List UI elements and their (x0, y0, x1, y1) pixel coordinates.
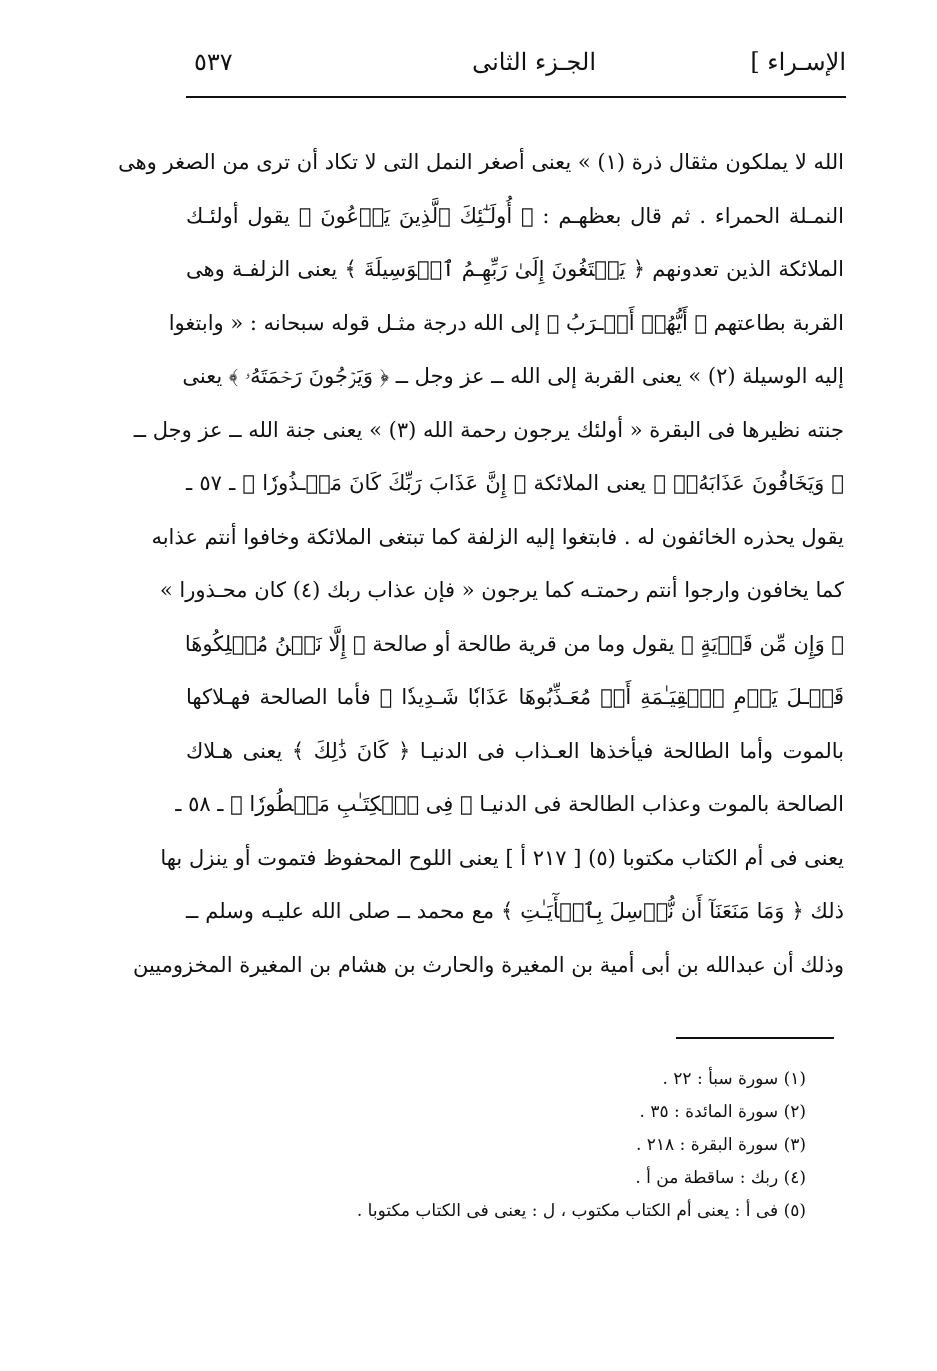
text-line: القربة بطاعتهم ﴿ أَيُّهُمۡ أَقۡـرَبُ ﴾ إلى الله درجة مثـل قوله سبحانه : « وابتغوا (168, 310, 844, 335)
text-line: ذلك ﴿ وَمَا مَنَعَنَآ أَن نُّرۡسِلَ بِٱلۡأٓيَـٰتِ ﴾ مع محمد ــ صلى الله عليـه وسلم ــ (186, 899, 844, 923)
text-line: كما يخافون وارجوا أنتم رحمتـه كما يرجون « فإن عذاب ربك (٤) كان محـذورا » (159, 578, 844, 602)
part-title: الجـزء الثانى (472, 48, 596, 76)
text-line: وذلك أن عبدالله بن أبى أمية بن المغيرة والحارث بن هشام بن المغيرة المخزوميين (132, 952, 844, 977)
footnote: (١) سورة سبأ : ٢٢ . (662, 1069, 806, 1089)
text-line: يعنى فى أم الكتاب مكتوبا (٥) [ ٢١٧ أ ] يعنى اللوح المحفوظ فتموت أو ينزل بها (160, 845, 844, 870)
text-line: الصالحة بالموت وعذاب الطالحة فى الدنيـا ﴿ فِى ٱلۡكِتَـٰبِ مَسۡطُورٗا ﴾ ـ ٥٨ ـ (175, 792, 844, 816)
text-line: النمـلة الحمراء . ثم قال بعظهـم : ﴿ أُولَـٰٓئِكَ ٱلَّذِينَ يَدۡعُونَ ﴾ يقول أولئـك (186, 203, 844, 228)
text-line: ﴿ وَإِن مِّن قَرۡيَةٍ ﴾ يقول وما من قرية طالحة أو صالحة ﴿ إِلَّا نَحۡنُ مُهۡلِكُوهَا (184, 631, 844, 656)
surah-title: الإسـراء ] (750, 48, 846, 76)
header-rule (186, 96, 846, 98)
page-number: ٥٣٧ (194, 48, 233, 76)
footnote-separator (676, 1037, 834, 1039)
running-header (186, 44, 846, 94)
footnote: (٤) ربك : ساقطة من أ . (635, 1168, 806, 1188)
text-line: قَبۡـلَ يَوۡمِ ٱلۡقِيَـٰمَةِ أَوۡ مُعَـذِّبُوهَا عَذَابٗا شَـدِيدٗا ﴾ فأما الصالحة فهـلاكها (186, 685, 844, 709)
text-line: يقول يحذره الخائفون له . فابتغوا إليه الزلفة كما تبتغى الملائكة وخافوا أنتم عذابه (151, 524, 844, 549)
text-line: جنته نظيرها فى البقرة « أولئك يرجون رحمة الله (٣) » يعنى جنة الله ــ عز وجل ــ (133, 417, 844, 442)
text-line: إليه الوسيلة (٢) » يعنى القربة إلى الله ــ عز وجل ــ ﴿ وَيَرۡجُونَ رَحۡمَتَهُۥ ﴾ يعنى (182, 364, 844, 388)
text-line: ﴿ وَيَخَافُونَ عَذَابَهُۥٓ ﴾ يعنى الملائكة ﴿ إِنَّ عَذَابَ رَبِّكَ كَانَ مَحۡـذُورٗا ﴾ ـ ٥٧ ـ (186, 471, 845, 495)
main-text (118, 136, 845, 992)
footnote: (٣) سورة البقرة : ٢١٨ . (635, 1135, 806, 1155)
text-line: بالموت وأما الطالحة فيأخذها العـذاب فى الدنيـا ﴿ كَانَ ذَٰلِكَ ﴾ يعنى هـلاك (186, 738, 844, 763)
footnote: (٢) سورة المائدة : ٣٥ . (639, 1102, 806, 1122)
text-line: الله لا يملكون مثقال ذرة (١) » يعنى أصغر النمل التى لا تكاد أن ترى من الصغر وهى (118, 150, 844, 174)
footnote: (٥) فى أ : يعنى أم الكتاب مكتوب ، ل : يعنى فى الكتاب مكتوبا . (356, 1201, 806, 1221)
text-line: الملائكة الذين تعدونهم ﴿ يَبۡتَغُونَ إِلَىٰ رَبِّهِـمُ ٱلۡوَسِيلَةَ ﴾ يعنى الزلفـة وهى (186, 257, 844, 281)
footnotes (186, 1063, 806, 1228)
